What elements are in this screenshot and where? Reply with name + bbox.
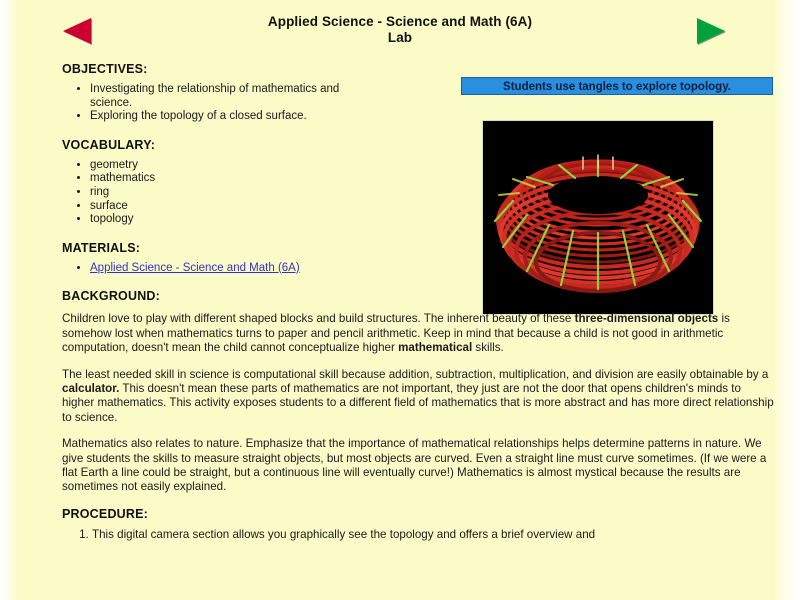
page-title-line1: Applied Science - Science and Math (6A)	[267, 14, 533, 29]
page-title	[130, 14, 670, 46]
background-paragraph: The least needed skill in science is computational skill because addition, subtraction, multiplication, and division are easily obtainable by a calculator. This doesn't mean these parts of mathematics are not important, they just are not the door that opens children's minds to higher mathematics. This activity exposes students to a different field of mathematics that is more abstract and has more direct relationship to science.	[62, 367, 774, 424]
page-title-line2: Lab	[387, 30, 413, 45]
list-item: 1. This digital camera section allows you graphically see the topology and offers a brief overview and	[92, 528, 774, 542]
vocabulary-list	[62, 159, 774, 227]
list-item: • surface	[90, 200, 774, 214]
list-item: • geometry	[90, 159, 774, 173]
materials-list	[62, 262, 774, 276]
background-heading: BACKGROUND:	[62, 289, 161, 304]
page-content	[0, 62, 800, 542]
objectives-list	[62, 83, 774, 124]
list-item: • Exploring the topology of a closed surface.	[90, 110, 380, 124]
list-item	[90, 262, 774, 276]
list-item: • topology	[90, 213, 774, 227]
background-text	[62, 310, 774, 494]
procedure-heading: PROCEDURE:	[62, 506, 149, 521]
vocabulary-heading: VOCABULARY:	[62, 137, 156, 152]
list-item: • mathematics	[90, 172, 774, 186]
next-page-arrow-icon[interactable]	[697, 18, 725, 44]
procedure-list	[62, 528, 774, 542]
page-header	[0, 0, 800, 62]
list-item: • ring	[90, 186, 774, 200]
material-link[interactable]: Applied Science - Science and Math (6A)	[90, 261, 300, 274]
background-paragraph: Mathematics also relates to nature. Emphasize that the importance of mathematical relationships helps determine patterns in nature. We give students the skills to measure straight objects, but most objects are curved. Even a straight line must curve sometimes. (If we were a flat Earth a line could be straight, but a continuous line will eventually curve!) Mathematics is almost mystical because the results are sometimes not easily explained.	[62, 437, 767, 494]
materials-heading: MATERIALS:	[62, 240, 141, 255]
list-item: • Investigating the relationship of mathematics and science.	[90, 83, 380, 110]
previous-page-arrow-icon[interactable]	[63, 18, 91, 44]
objectives-heading: OBJECTIVES:	[62, 62, 148, 76]
background-paragraph: Children love to play with different shaped blocks and build structures. The inherent beauty of these three-dimensional objects is somehow lost when mathematics turns to paper and pencil arithmetic. Keep in mind that because a child is not good in arithmetic computation, doesn't mean the child cannot conceptualize higher mathematical skills.	[62, 312, 730, 355]
figure-caption: Students use tangles to explore topology.	[461, 77, 773, 95]
